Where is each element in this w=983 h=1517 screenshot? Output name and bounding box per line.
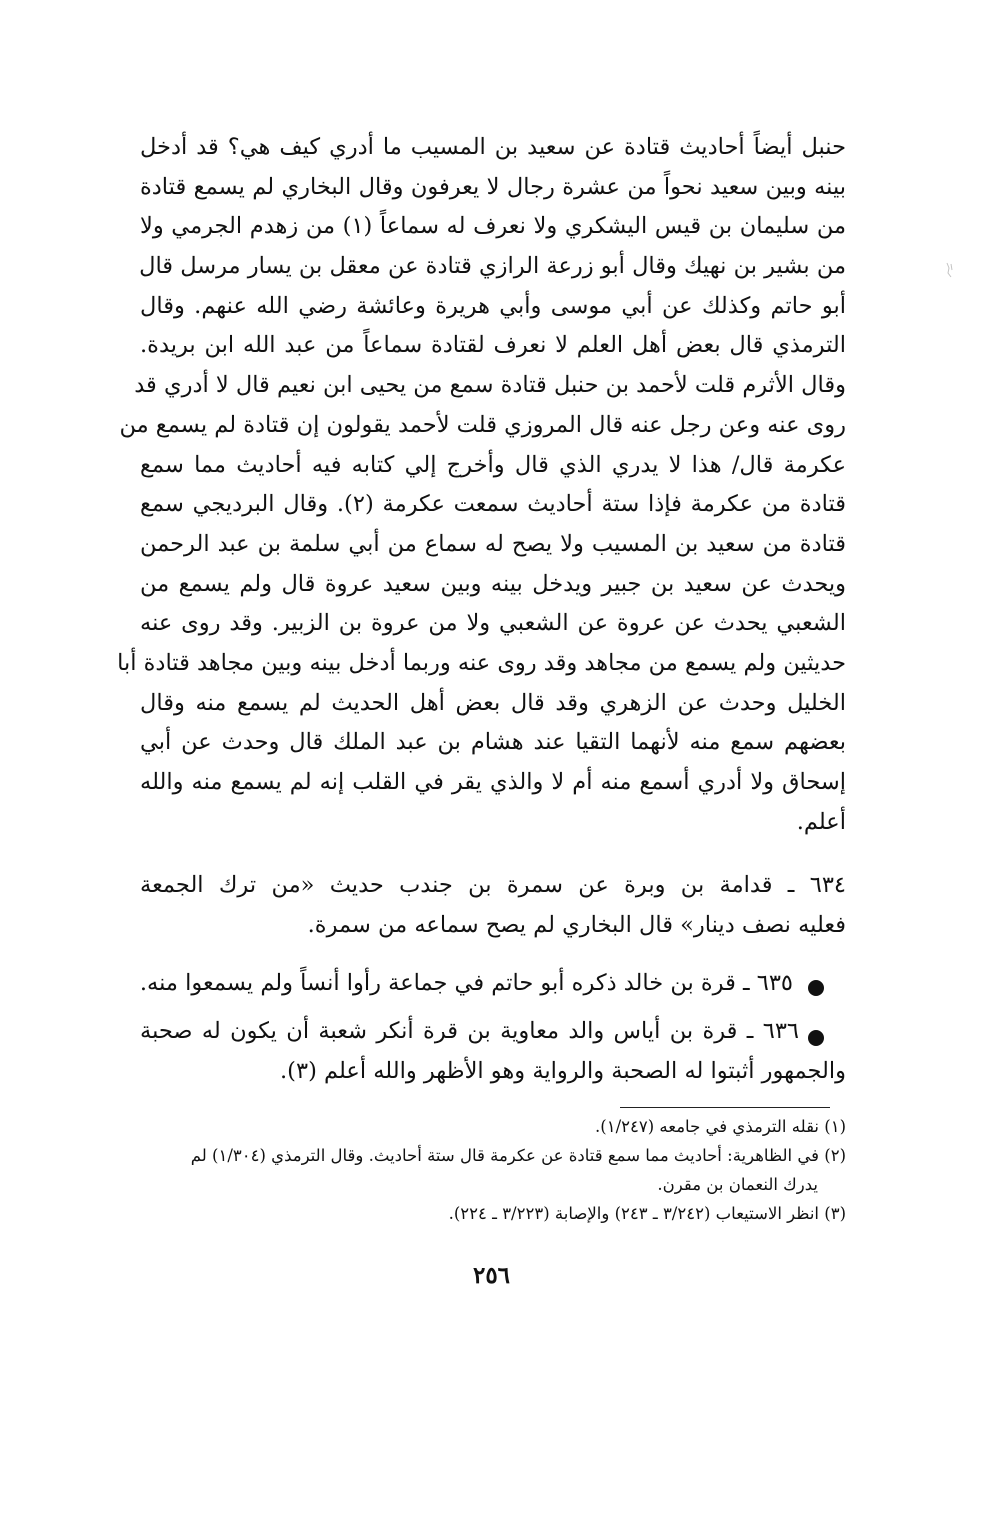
entry-636: [140, 1012, 846, 1091]
text-line: قتادة من عكرمة فإذا ستة أحاديث سمعت عكرمة (٢). وقال البرديجي سمع: [140, 491, 846, 518]
text-line: بعضهم سمع منه لأنهما التقيا عند هشام بن عبد الملك قال وحدث عن أبي: [140, 729, 846, 756]
entry-634: [140, 866, 846, 945]
entry-line: والجمهور أثبتوا له الصحبة والرواية وهو الأظهر والله أعلم (٣).: [280, 1057, 846, 1084]
entry-line: ٦٣٤ ـ قدامة بن وبرة عن سمرة بن جندب حديث «من ترك الجمعة: [140, 872, 846, 898]
entry-635: [140, 964, 793, 1004]
text-line: أبو حاتم وكذلك عن أبي موسى وأبي هريرة وعائشة رضي الله عنهم. وقال: [140, 292, 846, 319]
entry-line: فعليه نصف دينار» قال البخاري لم يصح سماعه من سمرة.: [307, 911, 846, 938]
text-line: بينه وبين سعيد نحواً من عشرة رجال لا يعرفون وقال البخاري لم يسمع قتادة: [140, 173, 846, 200]
text-line: قتادة من سعيد بن المسيب ولا يصح له سماع من أبي سلمة بن عبد الرحمن: [140, 530, 846, 557]
main-text: [117, 128, 846, 842]
text-line: الشعبي يحدث عن عروة عن الشعبي ولا من عروة بن الزبير. وقد روى عنه: [140, 610, 846, 637]
entry-line: ٦٣٦ ـ قرة بن أياس والد معاوية بن قرة أنكر شعبة أن يكون له صحبة: [140, 1018, 799, 1044]
footnotes: [140, 1112, 846, 1228]
text-line: وقال الأثرم قلت لأحمد بن حنبل قتادة سمع من يحيى ابن نعيم قال لا أدري قد: [134, 372, 846, 399]
footnote-1: (١) نقله الترمذي في جامعه (١/٢٤٧).: [595, 1117, 846, 1136]
bullet-icon: [808, 980, 824, 996]
entry-line: ٦٣٥ ـ قرة بن خالد ذكره أبو حاتم في جماعة رأوا أنساً ولم يسمعوا منه.: [139, 970, 793, 996]
footnote-3: (٣) انظر الاستيعاب (٣/٢٤٢ ـ ٢٤٣) والإصابة (٣/٢٢٣ ـ ٢٢٤).: [448, 1204, 846, 1223]
text-line: أعلم.: [796, 808, 846, 835]
footnote-separator: [620, 1107, 830, 1108]
text-line: روى عنه وعن رجل عنه قال المروزي قلت لأحمد يقولون إن قتادة لم يسمع من: [119, 411, 846, 438]
scan-speck-icon: [945, 262, 955, 278]
page-number: ٢٥٦: [472, 1262, 511, 1289]
text-line: من بشير بن نهيك وقال أبو زرعة الرازي قتادة عن معقل بن يسار مرسل قال: [139, 253, 846, 280]
footnote-2: (٢) في الظاهرية: أحاديث مما سمع قتادة عن عكرمة قال ستة أحاديث. وقال الترمذي (١/٣٠٤) لم: [190, 1146, 846, 1165]
text-line: الخليل وحدث عن الزهري وقد قال بعض أهل الحديث لم يسمع منه وقال: [140, 689, 846, 716]
text-line: عكرمة قال/ هذا لا يدري الذي قال وأخرج إلي كتابه فيه أحاديث مما سمع: [140, 451, 846, 478]
text-line: ويحدث عن سعيد بن جبير ويدخل بينه وبين سعيد عروة قال ولم يسمع من: [140, 570, 846, 597]
text-line: حديثين ولم يسمع من مجاهد وقد روى عنه وربما أدخل بينه وبين مجاهد قتادة أبا: [117, 649, 846, 676]
text-line: حنبل أيضاً أحاديث قتادة عن سعيد بن المسيب ما أدري كيف هي؟ قد أدخل: [140, 134, 846, 160]
text-line: من سليمان بن قيس اليشكري ولا نعرف له سماعاً (١) من زهدم الجرمي ولا: [140, 213, 846, 240]
text-line: إسحاق ولا أدري أسمع منه أم لا والذي يقر في القلب إنه لم يسمع منه والله: [140, 769, 846, 795]
text-line: الترمذي قال بعض أهل العلم لا نعرف لقتادة سماعاً من عبد الله ابن بريدة.: [140, 332, 846, 359]
footnote-2-continuation: يدرك النعمان بن مقرن.: [657, 1175, 818, 1194]
